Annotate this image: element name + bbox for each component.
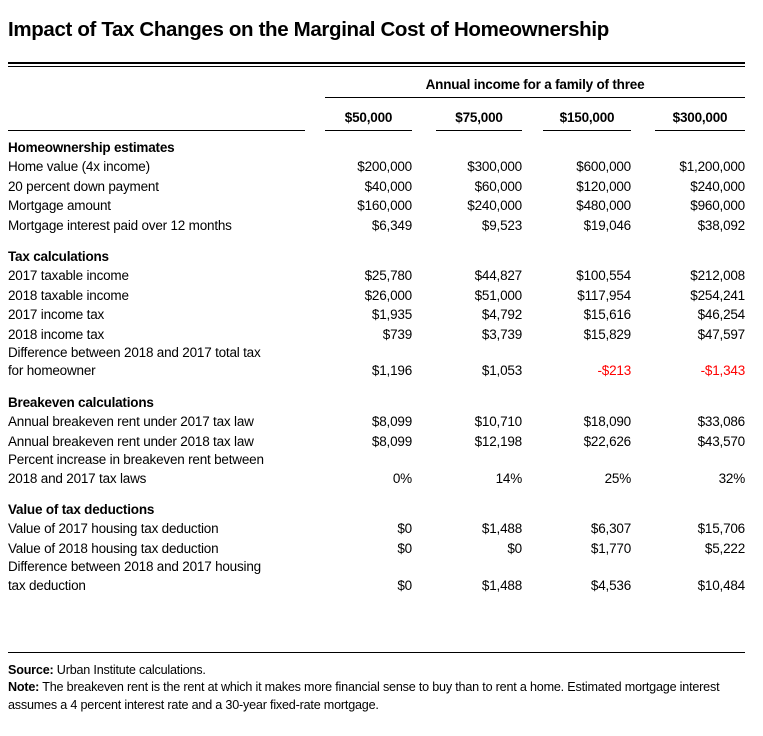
- right-pad: [745, 305, 763, 324]
- cell-value: $0: [397, 540, 412, 556]
- header-rule-label-column: [8, 130, 305, 131]
- table-row: [0, 539, 763, 558]
- table-top-rule-thin: [8, 66, 745, 67]
- gap-3: [631, 266, 655, 285]
- gap-2: [522, 519, 543, 538]
- gap-3: [631, 286, 655, 305]
- section-heading: Homeownership estimates: [8, 140, 175, 155]
- cell-value: $19,046: [583, 217, 631, 233]
- cell-value: $38,092: [697, 217, 745, 233]
- section-heading: Tax calculations: [8, 249, 109, 265]
- gap-1: [412, 519, 436, 538]
- cell-value: $739: [382, 326, 412, 342]
- cell-value: $300,000: [467, 159, 522, 175]
- cell-value: $46,254: [697, 307, 745, 323]
- gap-2: [522, 266, 543, 285]
- gap-1: [412, 177, 436, 196]
- right-pad: [745, 558, 763, 595]
- section-heading-filler: [325, 500, 763, 519]
- gap-2: [522, 558, 543, 595]
- cell-value: $117,954: [577, 287, 631, 303]
- gap-2: [522, 305, 543, 324]
- cell-value: $15,829: [583, 326, 631, 342]
- row-label: Value of 2017 housing tax deduction: [8, 521, 219, 537]
- section-heading: Breakeven calculations: [8, 394, 154, 410]
- cell-value: $26,000: [364, 287, 412, 303]
- row-label: [0, 344, 325, 381]
- table-row: [0, 344, 763, 381]
- methodology-note: [8, 679, 748, 714]
- gap-1: [412, 266, 436, 285]
- note-text: The breakeven rent is the rent at which it makes more financial sense to buy than to rent a home. Estimated mortgage interest assumes a 4 percent interest rate and a 30-year fixed-rate mortgage.: [8, 680, 720, 712]
- column-group-rule: [325, 97, 745, 98]
- cell-value: $160,000: [357, 198, 412, 214]
- cell-value: $6,349: [371, 217, 412, 233]
- footnotes: [8, 662, 748, 714]
- page-title: Impact of Tax Changes on the Marginal Cost of Homeownership: [8, 18, 609, 41]
- table-row: [0, 266, 763, 285]
- row-label: 2018 taxable income: [8, 287, 129, 303]
- gap-3: [631, 451, 655, 488]
- cell-value: $0: [397, 521, 412, 537]
- cell-value: $4,792: [481, 307, 522, 323]
- table-row: [0, 519, 763, 538]
- gap-1: [412, 558, 436, 595]
- gap-1: [412, 451, 436, 488]
- row-label: Mortgage amount: [8, 198, 111, 214]
- table-row: [0, 305, 763, 324]
- cell-value: $960,000: [690, 198, 745, 214]
- table-row: [0, 216, 763, 235]
- cell-value: $8,099: [371, 433, 412, 449]
- spacer-cell: [0, 488, 763, 500]
- table-section-header: [0, 393, 763, 412]
- row-label: 2017 taxable income: [8, 268, 129, 284]
- gap-3: [631, 558, 655, 595]
- cell-value: 32%: [718, 470, 745, 486]
- right-pad: [745, 344, 763, 381]
- source-label: Source:: [8, 663, 54, 677]
- source-text: Urban Institute calculations.: [53, 663, 206, 677]
- row-label-line-1: Difference between 2018 and 2017 total tax: [8, 345, 261, 361]
- row-label: [0, 451, 325, 488]
- gap-3: [631, 305, 655, 324]
- gap-1: [412, 539, 436, 558]
- section-heading: Value of tax deductions: [8, 501, 155, 517]
- column-header-2: $75,000: [455, 110, 503, 125]
- cell-value: $6,307: [590, 521, 631, 537]
- gap-2: [522, 451, 543, 488]
- cell-value: 0%: [392, 470, 412, 486]
- gap-3: [631, 432, 655, 451]
- right-pad: [745, 451, 763, 488]
- gap-3: [631, 325, 655, 344]
- header-rule-column-2: [436, 130, 522, 131]
- gap-1: [412, 412, 436, 431]
- row-label-line-2: 2018 and 2017 tax laws: [8, 470, 147, 486]
- header-rule-column-3: [543, 130, 631, 131]
- right-pad: [745, 432, 763, 451]
- gap-1: [412, 344, 436, 381]
- cell-value: $15,706: [697, 521, 745, 537]
- cell-value: 14%: [495, 470, 522, 486]
- gap-2: [522, 216, 543, 235]
- column-header-3: $150,000: [559, 110, 615, 125]
- cell-value: $100,554: [576, 268, 631, 284]
- cell-value: $120,000: [576, 178, 631, 194]
- cell-value: $4,536: [590, 577, 631, 593]
- right-pad: [745, 196, 763, 215]
- section-spacer: [0, 235, 763, 247]
- column-header-4: $300,000: [672, 110, 728, 125]
- table-row: [0, 157, 763, 176]
- cell-value: $22,626: [583, 433, 631, 449]
- gap-2: [522, 157, 543, 176]
- table-row: [0, 432, 763, 451]
- gap-2: [522, 344, 543, 381]
- row-label: Home value (4x income): [8, 159, 150, 175]
- row-label: 2018 income tax: [8, 326, 105, 342]
- cell-value: $1,053: [481, 363, 522, 379]
- table-top-rule-thick: [8, 62, 745, 64]
- column-header-1: $50,000: [344, 110, 393, 125]
- table-row: [0, 451, 763, 488]
- table-row: [0, 177, 763, 196]
- cell-value: $8,099: [371, 414, 412, 430]
- gap-1: [412, 196, 436, 215]
- table-section-header: [0, 500, 763, 519]
- gap-2: [522, 539, 543, 558]
- right-pad: [745, 286, 763, 305]
- row-label: Annual breakeven rent under 2017 tax law: [8, 414, 254, 430]
- cell-value: $600,000: [576, 159, 631, 175]
- right-pad: [745, 266, 763, 285]
- table-row: [0, 286, 763, 305]
- gap-1: [412, 216, 436, 235]
- cell-value: $1,200,000: [679, 159, 745, 175]
- cell-value: $9,523: [481, 217, 522, 233]
- right-pad: [745, 157, 763, 176]
- cell-value: $0: [397, 577, 412, 593]
- gap-3: [631, 519, 655, 538]
- gap-3: [631, 157, 655, 176]
- table-row: [0, 412, 763, 431]
- cell-value: $1,488: [481, 577, 522, 593]
- gap-1: [412, 157, 436, 176]
- note-label: Note:: [8, 680, 40, 695]
- source-note: [8, 662, 748, 679]
- cell-value: $15,616: [583, 307, 631, 323]
- cell-value: $51,000: [474, 287, 522, 303]
- section-spacer: [0, 488, 763, 500]
- gap-2: [522, 412, 543, 431]
- cell-value: $44,827: [474, 268, 522, 284]
- gap-2: [522, 325, 543, 344]
- table-section-header: [0, 138, 763, 157]
- row-label-line-1: Percent increase in breakeven rent between: [8, 452, 264, 468]
- data-table: [0, 138, 763, 595]
- cell-value: $254,241: [690, 287, 745, 303]
- section-heading-filler: [325, 247, 763, 266]
- cell-value: $5,222: [704, 540, 745, 556]
- row-label-line-2: tax deduction: [8, 577, 86, 593]
- table-row: [0, 196, 763, 215]
- right-pad: [745, 216, 763, 235]
- cell-value: $1,770: [590, 540, 631, 556]
- cell-value: $240,000: [690, 178, 745, 194]
- cell-value: $1,488: [481, 521, 522, 537]
- spacer-cell: [0, 381, 763, 393]
- gap-2: [522, 432, 543, 451]
- cell-value: -$1,343: [700, 363, 745, 379]
- gap-3: [631, 177, 655, 196]
- cell-value: 25%: [604, 470, 631, 486]
- table-row: [0, 325, 763, 344]
- row-label: Mortgage interest paid over 12 months: [8, 217, 232, 233]
- row-label: [0, 558, 325, 595]
- cell-value: $0: [507, 540, 522, 556]
- cell-value: -$213: [597, 363, 631, 379]
- gap-2: [522, 286, 543, 305]
- right-pad: [745, 412, 763, 431]
- table-section-header: [0, 247, 763, 266]
- right-pad: [745, 519, 763, 538]
- cell-value: $212,008: [690, 268, 745, 284]
- header-rule-column-4: [655, 130, 745, 131]
- table-body: [0, 138, 763, 595]
- gap-2: [522, 196, 543, 215]
- gap-3: [631, 196, 655, 215]
- cell-value: $40,000: [364, 178, 412, 194]
- cell-value: $3,739: [481, 326, 522, 342]
- gap-1: [412, 325, 436, 344]
- row-label: 20 percent down payment: [8, 178, 159, 194]
- cell-value: $60,000: [474, 178, 522, 194]
- column-group-header: Annual income for a family of three: [425, 77, 645, 92]
- right-pad: [745, 177, 763, 196]
- cell-value: $10,484: [697, 577, 745, 593]
- row-label: Value of 2018 housing tax deduction: [8, 540, 219, 556]
- gap-1: [412, 432, 436, 451]
- cell-value: $12,198: [474, 433, 522, 449]
- gap-3: [631, 539, 655, 558]
- gap-1: [412, 286, 436, 305]
- section-spacer: [0, 381, 763, 393]
- table-row: [0, 558, 763, 595]
- row-label: Annual breakeven rent under 2018 tax law: [8, 433, 254, 449]
- row-label-line-2: for homeowner: [8, 363, 96, 379]
- gap-3: [631, 216, 655, 235]
- cell-value: $200,000: [357, 159, 412, 175]
- spacer-cell: [0, 235, 763, 247]
- cell-value: $240,000: [467, 198, 522, 214]
- row-label: 2017 income tax: [8, 307, 105, 323]
- cell-value: $480,000: [576, 198, 631, 214]
- row-label-line-1: Difference between 2018 and 2017 housing: [8, 559, 261, 575]
- cell-value: $47,597: [697, 326, 745, 342]
- cell-value: $43,570: [697, 433, 745, 449]
- section-heading-filler: [325, 138, 763, 157]
- cell-value: $33,086: [697, 414, 745, 430]
- gap-3: [631, 344, 655, 381]
- section-heading-filler: [325, 393, 763, 412]
- cell-value: $1,196: [371, 363, 412, 379]
- gap-2: [522, 177, 543, 196]
- gap-3: [631, 412, 655, 431]
- header-rule-column-1: [325, 130, 412, 131]
- right-pad: [745, 325, 763, 344]
- cell-value: $18,090: [583, 414, 631, 430]
- right-pad: [745, 539, 763, 558]
- cell-value: $1,935: [371, 307, 412, 323]
- cell-value: $25,780: [364, 268, 412, 284]
- gap-1: [412, 305, 436, 324]
- table-bottom-rule: [8, 652, 745, 653]
- cell-value: $10,710: [474, 414, 522, 430]
